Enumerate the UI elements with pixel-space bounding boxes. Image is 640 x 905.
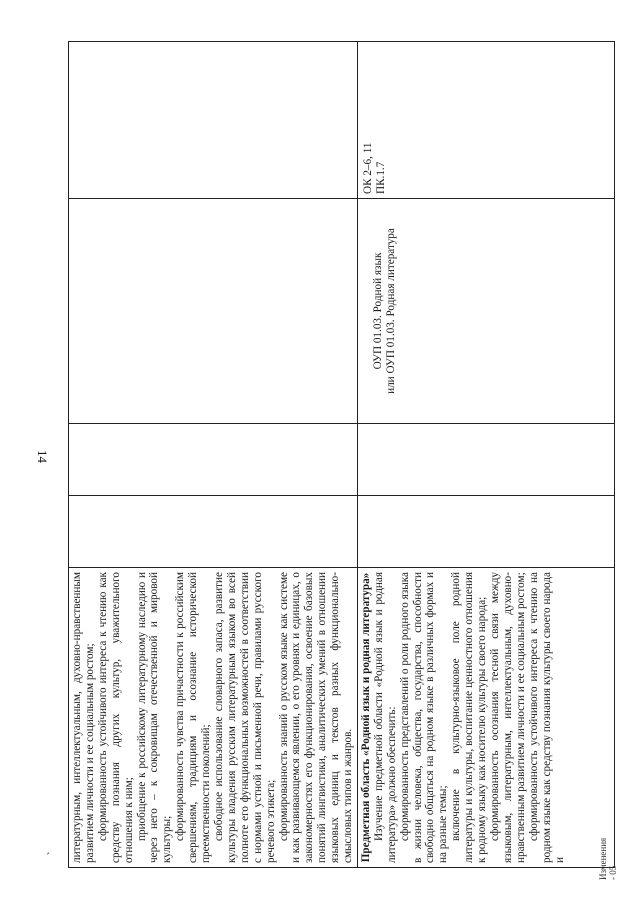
competencies-cell [357,42,614,199]
margin-mark: ´ [46,850,50,864]
subject-alt-name: или ОУП 01.03. Родная литература [384,228,397,394]
competencies-cell [69,42,358,199]
program-table [68,41,615,868]
requirement-text: свободное использование словарного запаса, развитие культуры владения русским литературным языком во всей полноте его функциональных возможностей в соответствии с нормами устной и письменной речи, правилами русского речевого этикета; [212,572,277,863]
requirements-cell [357,568,614,868]
subject-name: ОУП 01.03. Родной язык [371,252,384,370]
subject-cell [69,199,358,424]
competency-codes: ПК.1.7 [374,161,387,194]
section-heading: Предметная область «Родной язык и родная литература» [359,572,372,863]
table-row [357,42,614,868]
requirement-text: сформированность знаний о русском языке как системе и как развивающемся явлении, о его уровнях и единицах, о закономерностях его функционирования, освоение базовых понятий лингвистики, аналитических умений в отношении языковых единиц и текстов разных функционально-смысловых типов и жанров. [277,572,355,863]
page-number: 14 [35,450,50,463]
rotated-table-container [68,42,578,868]
requirement-text: литературным, интеллектуальным, духовно-нравственным развитием личности и ее социальным ростом; [71,572,96,863]
requirement-text: Изучение предметной области «Родной язык и родная литература» должно обеспечить: [372,572,398,863]
requirements-cell [69,568,358,868]
empty-cell [357,496,614,568]
requirement-text: сформированность представлений о роли родного языка в жизни человека, общества, государства, способности свободно общаться на родном языке в различных формах и на разные темы; [398,572,450,863]
empty-cell [357,424,614,496]
requirement-text: сформированность чувства причастности к российским свершениям, традициям и осознание исторической преемственности поколений; [174,572,213,863]
requirement-text: сформированность устойчивого интереса к чтению как средству познания других культур, уважительного отношения к ним; [96,572,135,863]
footer-revision: Изменения - 05 [598,837,618,880]
requirement-text: приобщение к российскому литературному наследию и через него – к сокровищам отечественной и мировой культуры; [135,572,174,863]
empty-cell [69,424,358,496]
requirement-text: включение в культурно-языковое поле родной литературы и культуры, воспитание ценностного отношения к родному языку как носителю культуры своего народа; [450,572,489,863]
subject-cell [357,199,614,424]
competency-codes: ОК 2–6, 11 [361,142,374,194]
requirement-text: сформированность устойчивого интереса к чтению на родном языке как средству познания культуры своего народа и [527,572,566,863]
table-row [69,42,358,868]
empty-cell [69,496,358,568]
requirement-text: сформированность осознания тесной связи между языковым, литературным, интеллектуальным, духовно-нравственным развитием личности и ее социальным ростом; [489,572,527,863]
